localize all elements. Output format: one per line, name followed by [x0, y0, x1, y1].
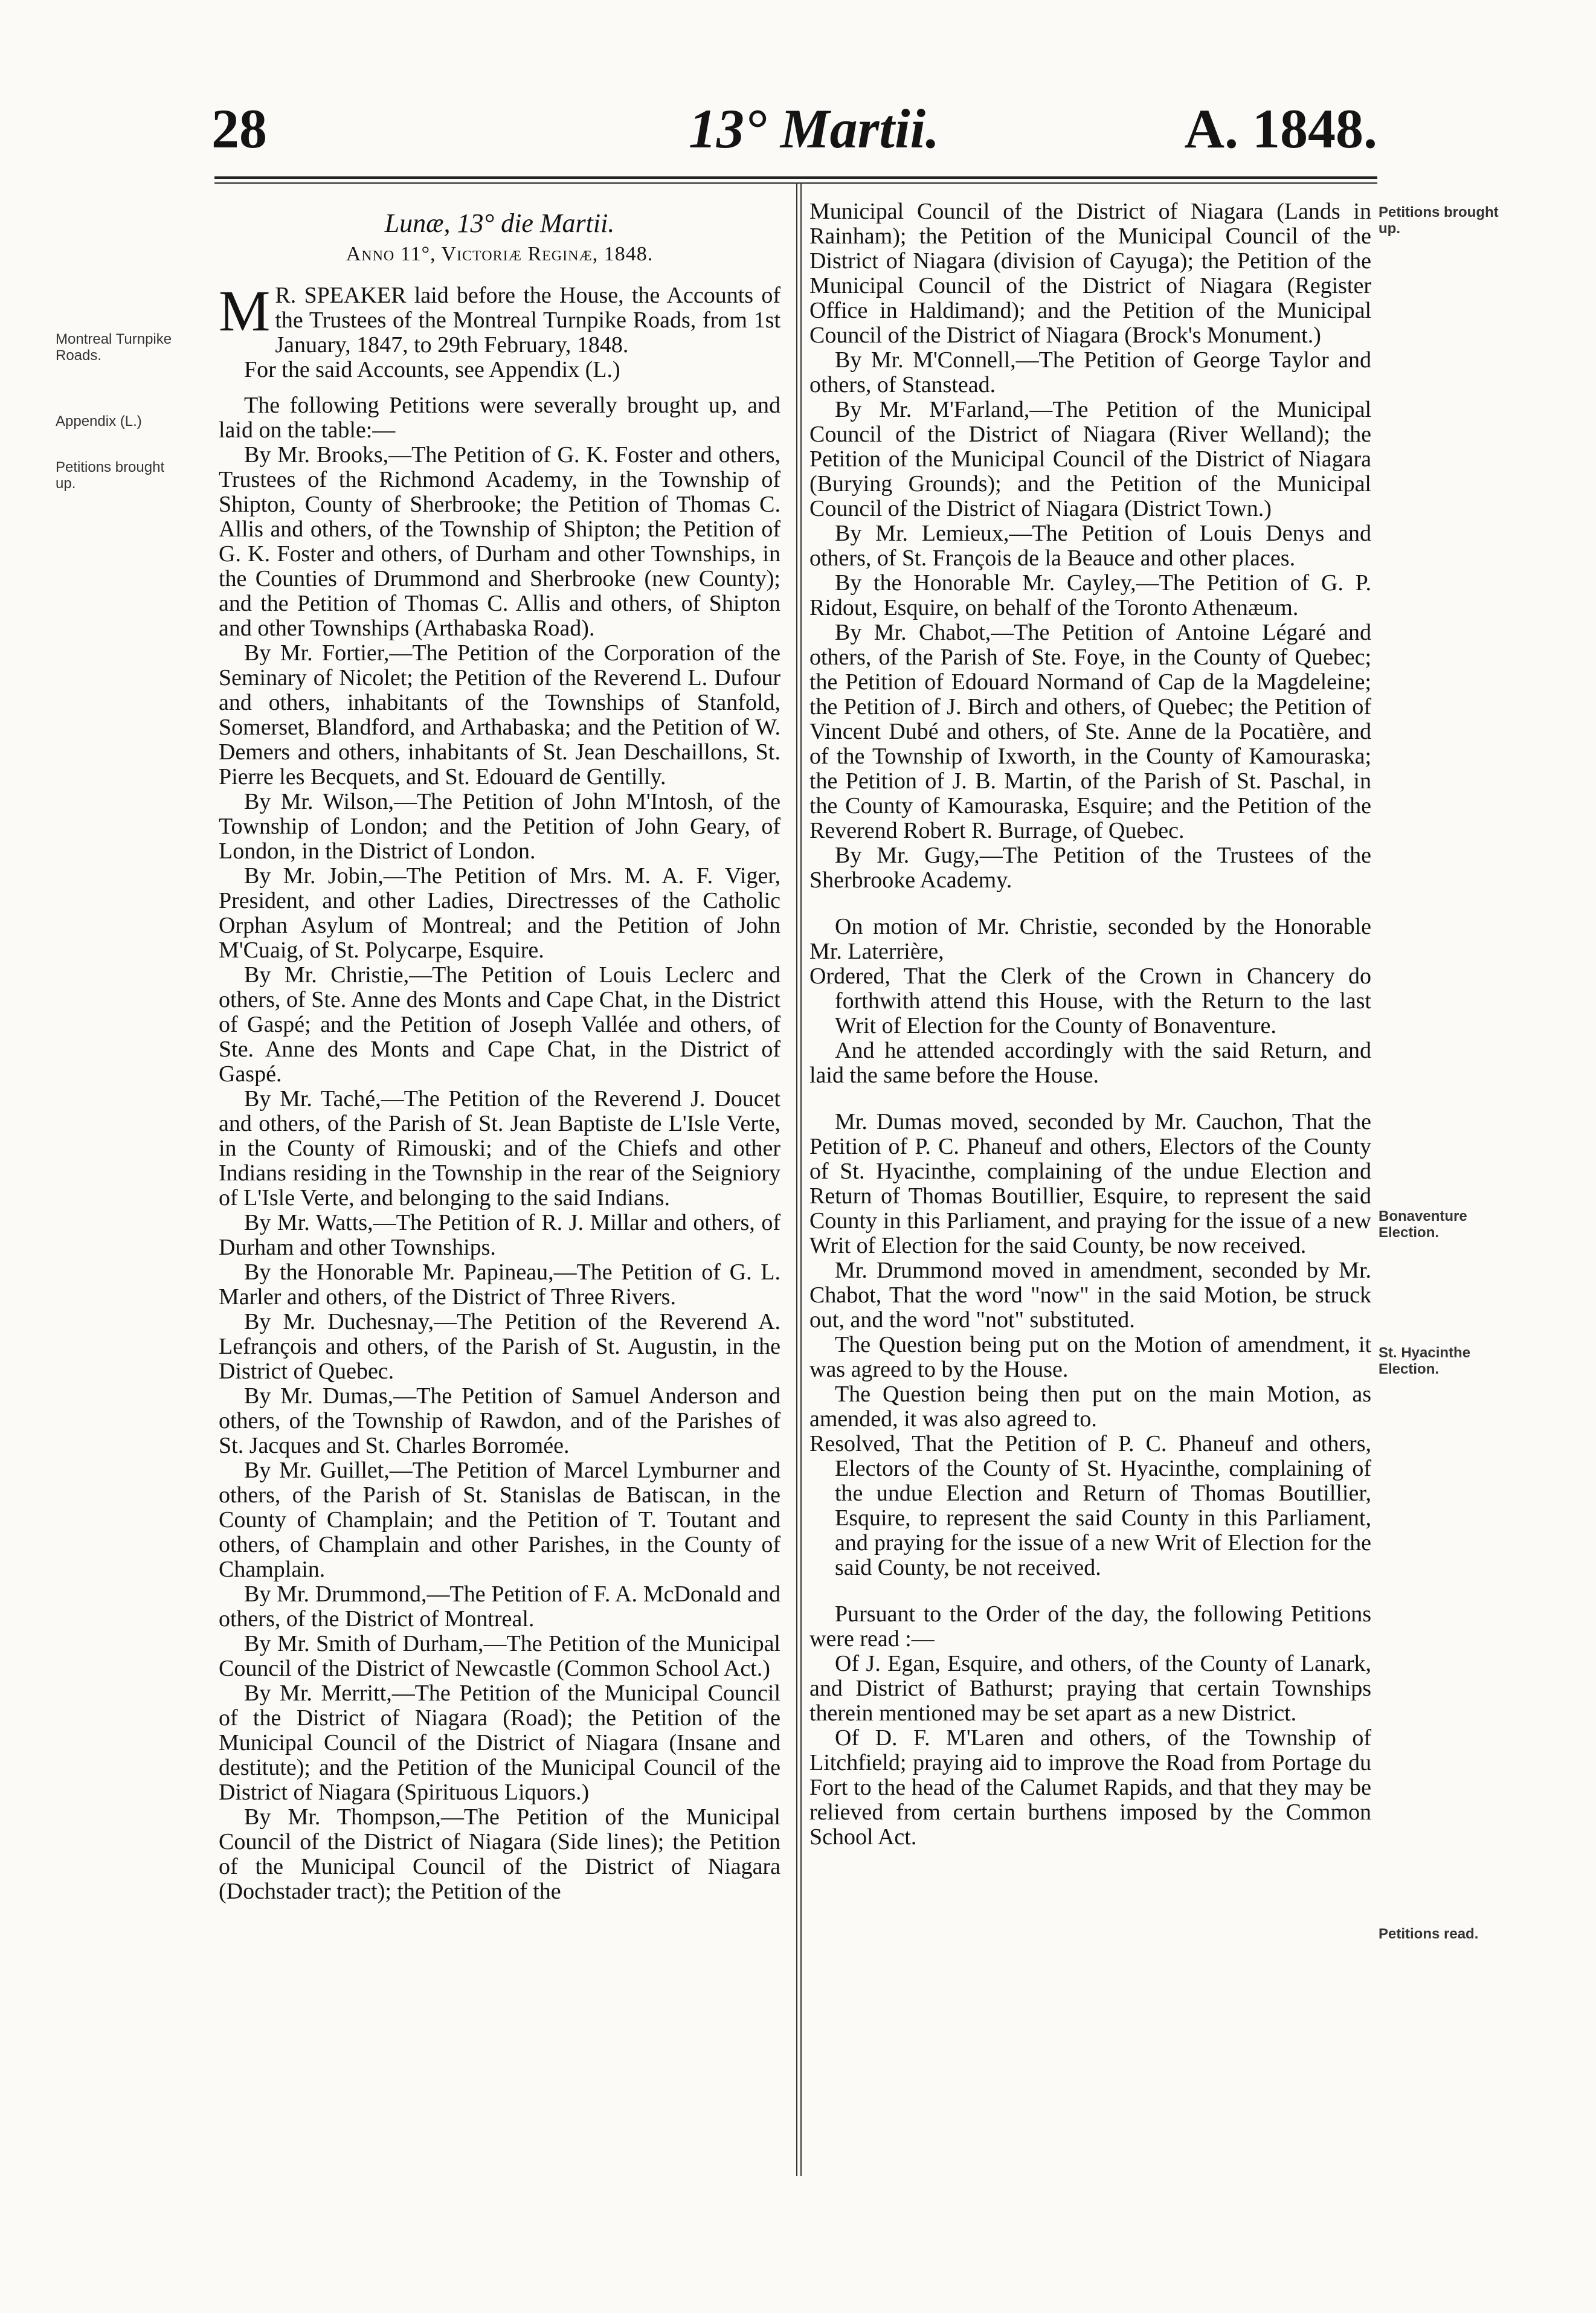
margin-note-petitions-left: Petitions brought up. [56, 459, 165, 492]
column-divider-inner [800, 182, 802, 2176]
paragraph: Of D. F. M'Laren and others, of the Township of Litchfield; praying aid to improve the Road from Portage du Fort to the head of the Calumet Rapids, and that they may be relieved from certain burthens imposed by the Common School Act. [809, 1725, 1371, 1850]
page-number: 28 [211, 98, 267, 159]
paragraph: Mr. Dumas moved, seconded by Mr. Cauchon, That the Petition of P. C. Phaneuf and others, Electors of the County of St. Hyacinthe, complaining of the undue Election and Return of Thomas Boutillier, Esquire, to represent the said County in this Parliament, and praying for the issue of a new Writ of Election for the said County, be now received. [809, 1109, 1371, 1258]
drop-cap: M [219, 278, 271, 343]
right-column [809, 199, 1371, 1850]
margin-note-petitions-right: Petitions brought up. [1379, 204, 1499, 237]
paragraph: Resolved, That the Petition of P. C. Phaneuf and others, Electors of the County of St. Hyacinthe, complaining of the undue Election and Return of Thomas Boutillier, Esquire, to represent the said County in this Parliament, and praying for the issue of a new Writ of Election for the said County, be not received. [809, 1431, 1371, 1580]
paragraph: By Mr. Gugy,—The Petition of the Trustees of the Sherbrooke Academy. [809, 843, 1371, 893]
paragraph: By Mr. Duchesnay,—The Petition of the Reverend A. Lefrançois and others, of the Parish of St. Augustin, in the District of Quebec. [219, 1309, 780, 1384]
sitting-date: Lunæ, 13° die Martii. [384, 208, 615, 238]
page-header [211, 97, 1377, 163]
paragraph: Ordered, That the Clerk of the Crown in Chancery do forthwith attend this House, with the Return to the last Writ of Election for the County of Bonaventure. [809, 963, 1371, 1038]
paragraph: The Question being then put on the main Motion, as amended, it was also agreed to. [809, 1382, 1371, 1432]
margin-note-petitions-read: Petitions read. [1379, 1926, 1479, 1942]
paragraph: By the Honorable Mr. Cayley,—The Petition of G. P. Ridout, Esquire, on behalf of the Toronto Athenæum. [809, 570, 1371, 620]
regnal-year: Anno 11°, Victoriæ Reginæ, 1848. [346, 243, 654, 265]
column-divider [796, 182, 797, 2176]
paragraph: By Mr. Christie,—The Petition of Louis Leclerc and others, of Ste. Anne des Monts and Cape Chat, in the District of Gaspé; and the Petition of Joseph Vallée and others, of Ste. Anne des Monts and Cape Chat, in the District of Gaspé. [219, 962, 780, 1087]
paragraph: By Mr. M'Connell,—The Petition of George Taylor and others, of Stanstead. [809, 347, 1371, 397]
paragraph: By Mr. Guillet,—The Petition of Marcel Lymburner and others, of the Parish of St. Stanislas de Batiscan, in the County of Champlain; and the Petition of T. Toutant and others, of Champlain and other Parishes, in the County of Champlain. [219, 1458, 780, 1582]
margin-note-turnpike: Montreal Turnpike Roads. [56, 331, 172, 364]
paragraph: For the said Accounts, see Appendix (L.) [244, 357, 620, 382]
paragraph: By Mr. Wilson,—The Petition of John M'Intosh, of the Township of London; and the Petition of John Geary, of London, in the District of London. [219, 789, 780, 864]
paragraph: By Mr. Chabot,—The Petition of Antoine Légaré and others, of the Parish of Ste. Foye, in the County of Quebec; the Petition of Edouard Normand of Cap de la Magdeleine; the Petition of J. Birch and others, of Quebec; the Petition of Vincent Dubé and others, of Ste. Anne de la Pocatière, and of the Township of Ixworth, in the County of Kamouraska; the Petition of J. B. Martin, of the Parish of St. Paschal, in the County of Kamouraska, Esquire; and the Petition of the Reverend Robert R. Burrage, of Quebec. [809, 620, 1371, 843]
paragraph: And he attended accordingly with the said Return, and laid the same before the House. [809, 1038, 1371, 1088]
paragraph: On motion of Mr. Christie, seconded by the Honorable Mr. Laterrière, [809, 914, 1371, 964]
paragraph-text: R. SPEAKER laid before the House, the Accounts of the Trustees of the Montreal Turnpike Roads, from 1st January, 1847, to 29th February, 1848. [275, 283, 780, 358]
paragraph: Mr. Drummond moved in amendment, seconded by Mr. Chabot, That the word "now" in the said Motion, be struck out, and the word "not" substituted. [809, 1258, 1371, 1333]
paragraph: By Mr. Watts,—The Petition of R. J. Millar and others, of Durham and other Townships. [219, 1210, 780, 1260]
paragraph: By the Honorable Mr. Papineau,—The Petition of G. L. Marler and others, of the District of Three Rivers. [219, 1259, 780, 1310]
margin-note-bonaventure: Bonaventure Election. [1379, 1208, 1467, 1241]
paragraph: By Mr. Jobin,—The Petition of Mrs. M. A. F. Viger, President, and other Ladies, Directresses of the Catholic Orphan Asylum of Montreal; and the Petition of John M'Cuaig, of St. Polycarpe, Esquire. [219, 863, 780, 963]
paragraph: By Mr. Smith of Durham,—The Petition of the Municipal Council of the District of Newcastle (Common School Act.) [219, 1631, 780, 1681]
paragraph: The Question being put on the Motion of amendment, it was agreed to by the House. [809, 1332, 1371, 1382]
paragraph: By Mr. Fortier,—The Petition of the Corporation of the Seminary of Nicolet; the Petition of the Reverend L. Dufour and others, inhabitants of the Townships of Stanfold, Somerset, Blandford, and Arthabaska; and the Petition of W. Demers and others, inhabitants of St. Jean Deschaillons, St. Pierre les Becquets, and St. Edouard de Gentilly. [219, 640, 780, 790]
paragraph: By Mr. Taché,—The Petition of the Reverend J. Doucet and others, of the Parish of St. Jean Baptiste de L'Isle Verte, in the County of Rimouski; and of the Chiefs and other Indians residing in the Township in the rear of the Seigniory of L'Isle Verte, and belonging to the said Indians. [219, 1086, 780, 1211]
page-year: A. 1848. [1184, 98, 1377, 159]
margin-note-appendix: Appendix (L.) [56, 413, 142, 429]
paragraph: By Mr. Dumas,—The Petition of Samuel Anderson and others, of the Township of Rawdon, and of the Parishes of St. Jacques and St. Charles Borromée. [219, 1383, 780, 1458]
paragraph: By Mr. Lemieux,—The Petition of Louis Denys and others, of St. François de la Beauce and other places. [809, 521, 1371, 571]
margin-note-hyacinthe: St. Hyacinthe Election. [1379, 1345, 1471, 1377]
paragraph: By Mr. Brooks,—The Petition of G. K. Foster and others, Trustees of the Richmond Academy, in the Township of Shipton, County of Sherbrooke; the Petition of Thomas C. Allis and others, of the Township of Shipton; the Petition of G. K. Foster and others, of Durham and other Townships, in the Counties of Drummond and Sherbrooke (new County); and the Petition of Thomas C. Allis and others, of Shipton and other Townships (Arthabaska Road). [219, 442, 780, 641]
paragraph [219, 278, 780, 358]
paragraph: The following Petitions were severally brought up, and laid on the table:— [219, 393, 780, 443]
paragraph: By Mr. M'Farland,—The Petition of the Municipal Council of the District of Niagara (River Welland); the Petition of the Municipal Council of the District of Niagara (Burying Grounds); and the Petition of the Municipal Council of the District of Niagara (District Town.) [809, 397, 1371, 521]
left-column [219, 199, 780, 1904]
paragraph: By Mr. Merritt,—The Petition of the Municipal Council of the District of Niagara (Road); the Petition of the Municipal Council of the District of Niagara (Insane and destitute); and the Petition of the Municipal Council of the District of Niagara (Spirituous Liquors.) [219, 1681, 780, 1805]
paragraph: By Mr. Thompson,—The Petition of the Municipal Council of the District of Niagara (Side lines); the Petition of the Municipal Council of the District of Niagara (Dochstader tract); the Petition of the [219, 1804, 780, 1904]
header-rule-thick [214, 176, 1377, 179]
paragraph: Of J. Egan, Esquire, and others, of the County of Lanark, and District of Bathurst; praying that certain Townships therein mentioned may be set apart as a new District. [809, 1651, 1371, 1726]
paragraph: Pursuant to the Order of the day, the following Petitions were read :— [809, 1601, 1371, 1652]
paragraph: By Mr. Drummond,—The Petition of F. A. McDonald and others, of the District of Montreal. [219, 1581, 780, 1632]
paragraph: Municipal Council of the District of Niagara (Lands in Rainham); the Petition of the Municipal Council of the District of Niagara (division of Cayuga); the Petition of the Municipal Council of the District of Niagara (Register Office in Haldimand); and the Petition of the Municipal Council of the District of Niagara (Brock's Monument.) [809, 199, 1371, 348]
page-title: 13° Martii. [689, 98, 940, 159]
